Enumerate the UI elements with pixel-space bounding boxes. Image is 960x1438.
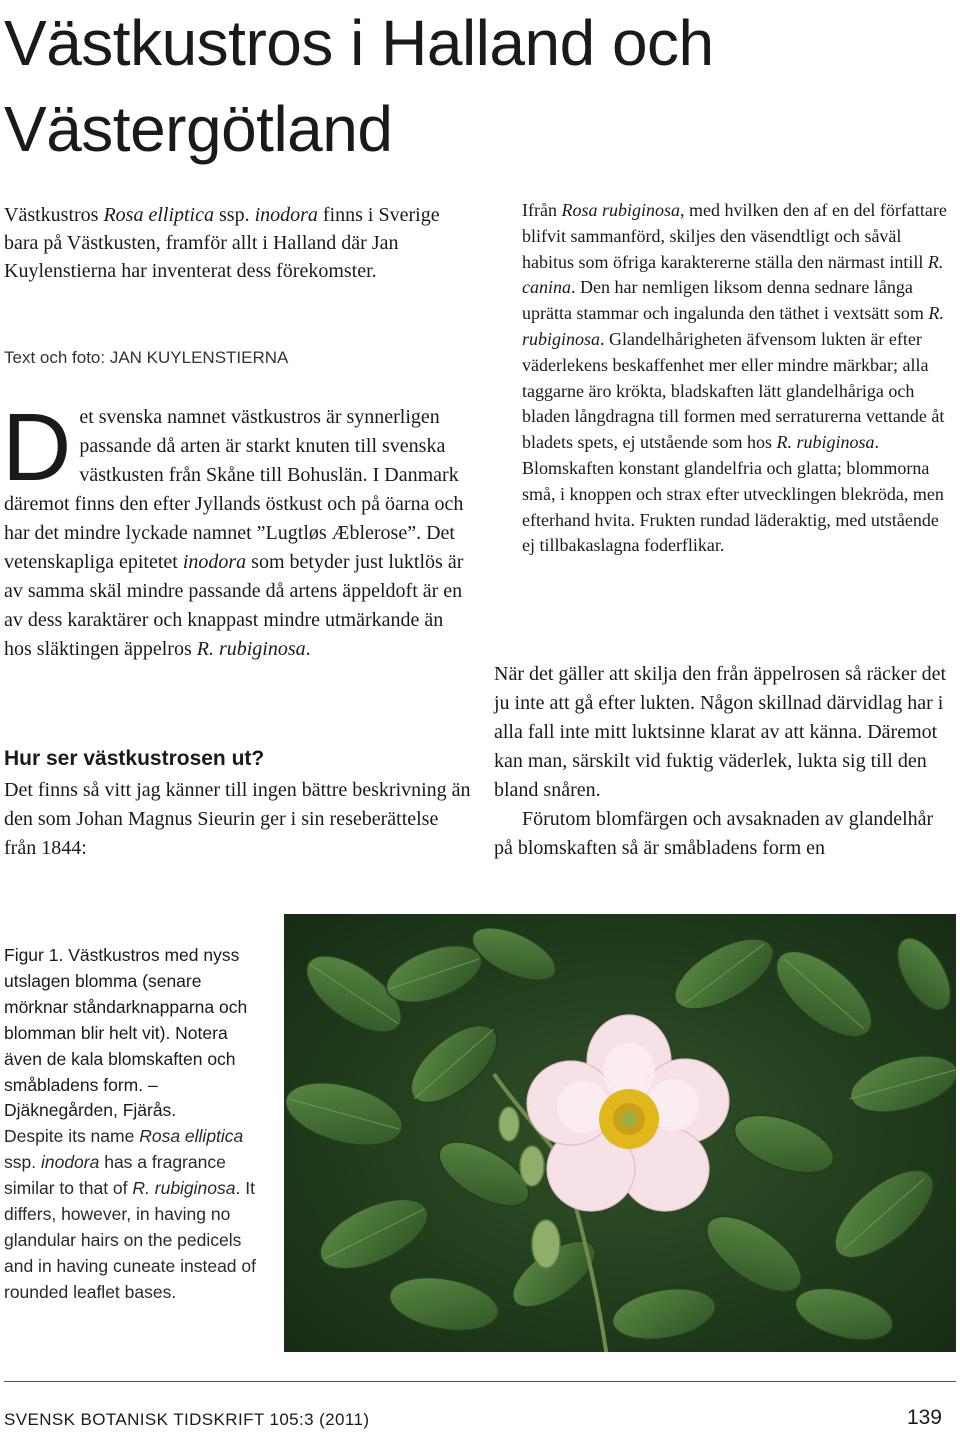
body-text-right: När det gäller att skilja den från äppelrosen så räcker det ju inte att gå efter lukten. Någon skillnad därvidlag har i alla fall inte mitt luktsinne klarat av att känna. Däremot kan man, särskilt vid fuktig väderlek, lukta sig till den bland snåren. Förutom blomfärgen och avsaknaden av glandelhår på blomskaften så är småbladens form en: [494, 663, 947, 859]
body-text-left-2: Det finns så vitt jag känner till ingen bättre beskrivning än den som Johan Magnus Sieurin ger i sin reseberättelse från 1844:: [4, 779, 471, 859]
rose-photo: [284, 914, 956, 1352]
figure-caption: [4, 943, 259, 1306]
caption-english: Despite its name Rosa elliptica ssp. inodora has a fragrance similar to that of R. rubiginosa. It differs, however, in having no glandular hairs on the pedicels and in having cuneate instead of rounded leaflet bases.: [4, 1126, 256, 1302]
lead-paragraph: Västkustros Rosa elliptica ssp. inodora finns i Sverige bara på Västkusten, framför allt i Halland där Jan Kuylenstierna har inventerat dess förekomster.: [4, 204, 440, 282]
rose-flower-illustration: [284, 914, 956, 1352]
drop-cap: D: [2, 394, 72, 501]
footer-rule: [4, 1381, 956, 1382]
page-number: 139: [906, 1406, 942, 1429]
body-text-left: Det svenska namnet västkustros är synnerligen passande då arten är starkt knuten till svenska västkusten från Skåne till Bohuslän. I Danmark däremot finns den efter Jyllands östkust och på öarna och har det mindre lyckade namnet ”Lugtløs Æblerose”. Det vetenskapliga epitetet inodora som betyder just luktlös är av samma skäl mindre passande då artens äppeldoft är en av dess karaktärer och knappast mindre utmärkande än hos släktingen äppelros R. rubiginosa.: [2, 394, 464, 660]
caption-swedish: Figur 1. Västkustros med nyss utslagen blomma (senare mörknar ståndarknapparna och blomman blir helt vit). Notera även de kala blomskaften och småbladens form. – Djäknegården, Fjärås.: [4, 945, 248, 1121]
article-title: Västkustros i Halland och Västergötland: [4, 7, 714, 165]
historical-quote: Ifrån Rosa rubiginosa, med hvilken den af en del författare blifvit sammanförd, skiljes den väsendtligt och såväl habitus som öfriga karaktererne ställa den närmast intill R. canina. Den har nemligen liksom denna sednare långa uprätta stammar och ingalunda den täthet i vextsätt som R. rubiginosa. Glandelhårigheten äfvensom lukten är efter väderlekens beskaffenhet mer eller mindre märkbar; alla taggarne äro krökta, bladskaften lätt glandelhåriga och bladen långdragna till formen med serraturerna vettande åt bladets spets, ej utstående som hos R. rubiginosa. Blomskaften konstant glandelfria och glatta; blommorna små, i knoppen och strax efter utvecklingen blekröda, men efterhand hvita. Frukten rundad läderaktig, med utstående ej tillbakaslagna foderflikar.: [522, 200, 947, 556]
byline: Text och foto: JAN KUYLENSTIERNA: [4, 348, 289, 367]
section-heading: Hur ser västkustrosen ut?: [4, 747, 265, 770]
journal-name: SVENSK BOTANISK TIDSKRIFT 105:3 (2011): [4, 1410, 370, 1429]
